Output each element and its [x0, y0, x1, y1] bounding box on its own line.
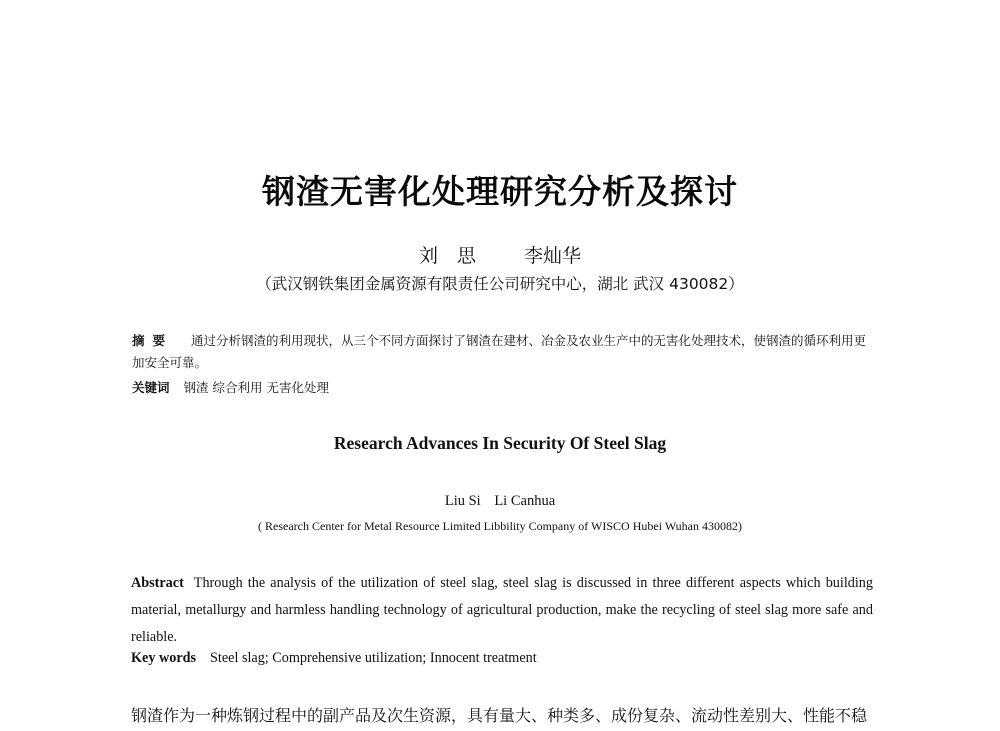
chinese-author-1: 刘 思	[418, 245, 476, 267]
body-paragraph-first-line: 钢渣作为一种炼钢过程中的副产品及次生资源，具有量大、种类多、成份复杂、流动性差别大、性能不稳	[131, 706, 868, 725]
chinese-keywords	[132, 378, 872, 396]
chinese-author-2: 李灿华	[524, 245, 582, 267]
chinese-abstract-text: 通过分析钢渣的利用现状，从三个不同方面探讨了钢渣在建材、冶金及农业生产中的无害化处理技术，使钢渣的循环利用更加安全可靠。	[132, 333, 867, 370]
chinese-keywords-text: 钢渣 综合利用 无害化处理	[183, 380, 329, 395]
english-abstract-text: Through the analysis of the utilization of steel slag, steel slag is discussed in three different aspects which building material, metallurgy and harmless handling technology of agricultural production, make the recycling of steel slag more safe and reliable.	[131, 575, 873, 645]
chinese-affiliation: （武汉钢铁集团金属资源有限责任公司研究中心，湖北 武汉 430082）	[256, 275, 744, 293]
english-abstract-label: Abstract	[131, 575, 184, 591]
english-affiliation: ( Research Center for Metal Resource Limited Libbility Company of WISCO Hubei Wuhan 430082)	[258, 519, 742, 533]
english-abstract	[131, 570, 873, 651]
chinese-authors	[0, 241, 1000, 268]
chinese-title: 钢渣无害化处理研究分析及探讨	[262, 172, 738, 211]
chinese-keywords-label: 关键词	[132, 380, 170, 395]
english-keywords-text: Steel slag; Comprehensive utilization; Innocent treatment	[210, 650, 537, 666]
chinese-abstract-label: 摘要	[132, 333, 174, 348]
english-keywords-label: Key words	[131, 650, 197, 666]
english-keywords	[131, 650, 873, 667]
english-title: Research Advances In Security Of Steel Slag	[333, 433, 667, 453]
english-author-2: Li Canhua	[494, 493, 556, 509]
chinese-abstract	[132, 330, 872, 374]
english-author-1: Liu Si	[444, 493, 481, 509]
english-authors	[0, 493, 1000, 510]
